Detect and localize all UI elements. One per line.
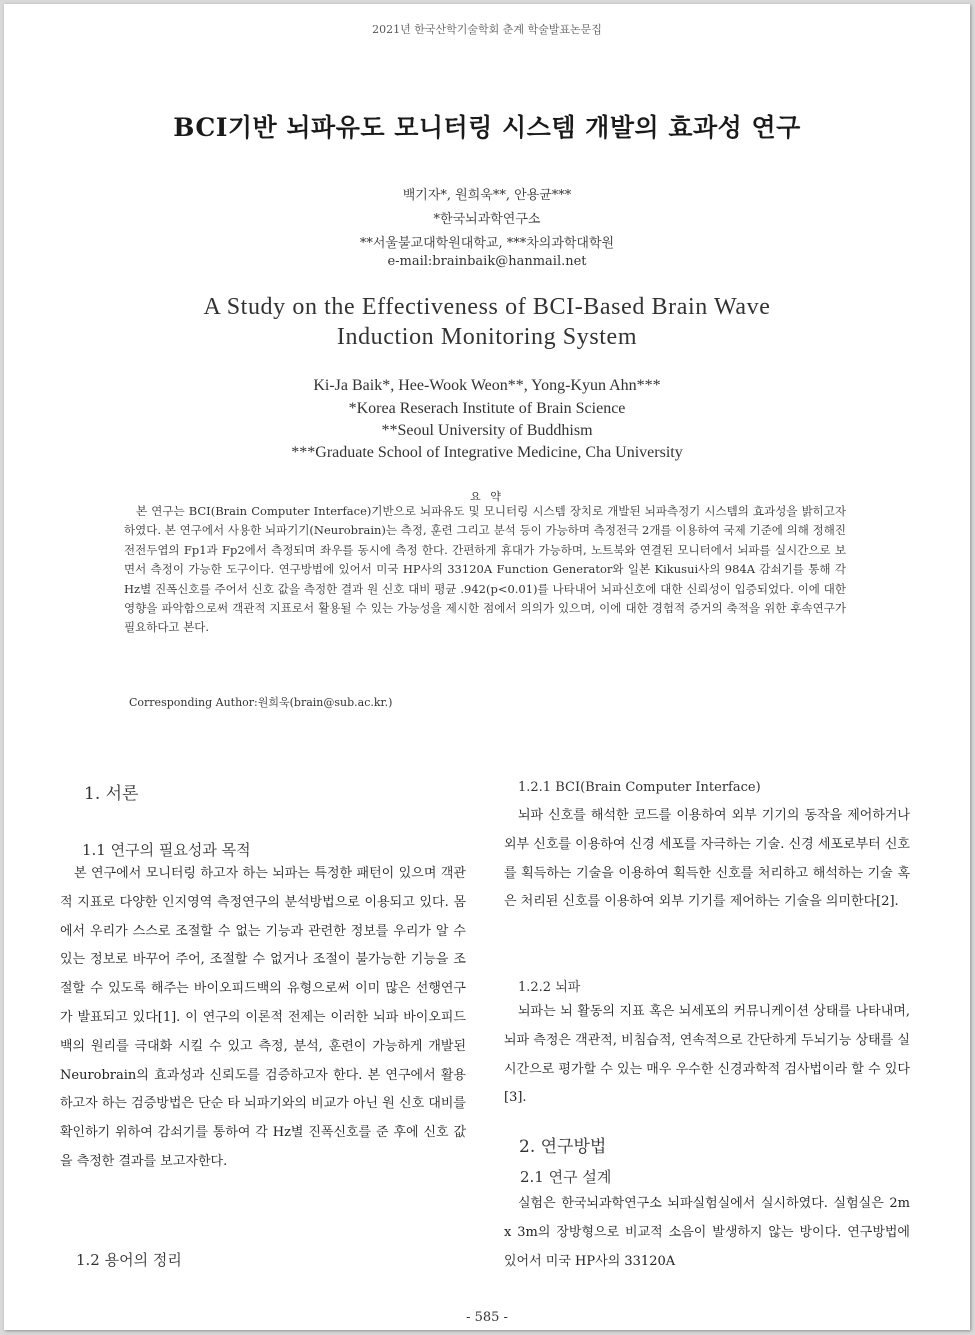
design-paragraph: 실험은 한국뇌과학연구소 뇌파실험실에서 실시하였다. 실험실은 2m x 3m의 장방형으로 비교적 소음이 발생하지 않는 방이다. 연구방법에 있어서 미국 HP사의 33120A	[504, 1196, 910, 1269]
brainwave-paragraph: 뇌파는 뇌 활동의 지표 혹은 뇌세포의 커뮤니케이션 상태를 나타내며, 뇌파 측정은 객관적, 비침습적, 연속적으로 간단하게 두뇌기능 상태를 실시간으로 평가할 수 있는 매우 우수한 신경과학적 검사법이라 할 수 있다[3].	[504, 1004, 910, 1106]
section-introduction-heading: 1. 서론	[84, 784, 139, 804]
abstract-body: 본 연구는 BCI(Brain Computer Interface)기반으로 뇌파유도 및 모니터링 시스템 장치로 개발된 뇌파측정기 시스템의 효과성을 밝히고자 하였다. 본 연구에서 사용한 뇌파기기(Neurobrain)는 측정, 훈련 그리고 분석 등이 가능하며 측정전극 2개를 이용하여 국제 기준에 의해 정해진 전전두엽의 Fp1과 Fp2에서 측정되며 좌우를 동시에 측정 한다. 간편하게 휴대가 가능하며, 노트북와 연결된 모니터에서 뇌파를 실시간으로 보면서 측정이 가능한 도구이다. 연구방법에 있어서 미국 HP사의 33120A Function Generator와 일본 Kikusui사의 984A 감쇠기를 통해 각 Hz별 진폭신호를 주어서 신호 값을 측정한 결과 원 신호 대비 평균 .942(p<0.01)를 나타내어 뇌파신호에 대한 신뢰성이 입증되었다. 이에 대한 영향을 파악함으로써 객관적 지표로서 활용될 수 있는 가능성을 제시한 점에서 의의가 있으며, 이에 대한 경험적 증거의 축적을 위한 후속연구가 필요하다고 본다.	[124, 504, 846, 635]
affiliation-english-3: ***Graduate School of Integrative Medicine, Cha University	[291, 444, 683, 461]
subsection-purpose-heading: 1.1 연구의 필요성과 목적	[82, 841, 251, 859]
running-header: 2021년 한국산학기술학회 춘계 학술발표논문집	[372, 23, 602, 36]
bci-paragraph: 뇌파 신호를 해석한 코드를 이용하여 외부 기기의 동작을 제어하거나 외부 신호를 이용하여 신경 세포를 자극하는 기술. 신경 세포로부터 신호를 획득하는 기술을 이용하여 획득한 신호를 처리하고 해석하는 기술 혹은 처리된 신호를 이용하여 외부 기기를 제어하는 기술을 의미한다[2].	[504, 808, 910, 910]
paper-title-korean: BCI기반 뇌파유도 모니터링 시스템 개발의 효과성 연구	[173, 113, 801, 142]
abstract-heading: 요 약	[470, 490, 504, 503]
author-email: e-mail:brainbaik@hanmail.net	[387, 254, 587, 269]
corresponding-author: Corresponding Author:원희욱(brain@sub.ac.kr.)	[129, 696, 393, 709]
subsection-bci-heading: 1.2.1 BCI(Brain Computer Interface)	[518, 780, 761, 795]
paper-page	[4, 4, 970, 1330]
page-number: - 585 -	[466, 1310, 508, 1325]
paper-title-english-line2: Induction Monitoring System	[336, 324, 638, 350]
affiliation-english-2: **Seoul University of Buddhism	[381, 422, 593, 439]
subsection-terms-heading: 1.2 용어의 정리	[76, 1251, 182, 1269]
affiliation-korean-1: *한국뇌과학연구소	[433, 212, 541, 227]
author-names-korean: 백기자*, 원희욱**, 안용균***	[402, 188, 572, 203]
section-methods-heading: 2. 연구방법	[519, 1137, 607, 1157]
paper-title-english-line1: A Study on the Effectiveness of BCI-Based Brain Wave	[203, 294, 771, 320]
affiliation-english-1: *Korea Reserach Institute of Brain Science	[348, 400, 626, 417]
affiliation-korean-2: **서울불교대학원대학교, ***차의과학대학원	[359, 236, 615, 251]
subsection-brainwave-heading: 1.2.2 뇌파	[518, 980, 581, 995]
purpose-paragraph: 본 연구에서 모니터링 하고자 하는 뇌파는 특정한 패턴이 있으며 객관적 지표로 다양한 인지영역 측정연구의 분석방법으로 이용되고 있다. 몸에서 우리가 스스로 조절할 수 없는 기능과 관련한 정보를 우리가 알 수 있는 정보로 바꾸어 주어, 조절할 수 없거나 조절이 불가능한 기능을 조절할 수 있도록 해주는 바이오피드백의 유형으로써 이미 많은 선행연구가 발표되고 있다[1]. 이 연구의 이론적 전제는 이러한 뇌파 바이오피드백의 원리를 극대화 시킬 수 있고 측정, 분석, 훈련이 가능하게 개발된 Neurobrain의 효과성과 신뢰도를 검증하고자 한다. 본 연구에서 활용하고자 하는 검증방법은 단순 타 뇌파기와의 비교가 아닌 원 신호 대비를 확인하기 위하여 감쇠기를 통하여 각 Hz별 진폭신호를 준 후에 신호 값을 측정한 결과를 보고자한다.	[60, 866, 466, 1169]
author-names-english: Ki-Ja Baik*, Hee-Wook Weon**, Yong-Kyun Ahn***	[313, 377, 661, 394]
subsection-design-heading: 2.1 연구 설계	[520, 1168, 612, 1186]
